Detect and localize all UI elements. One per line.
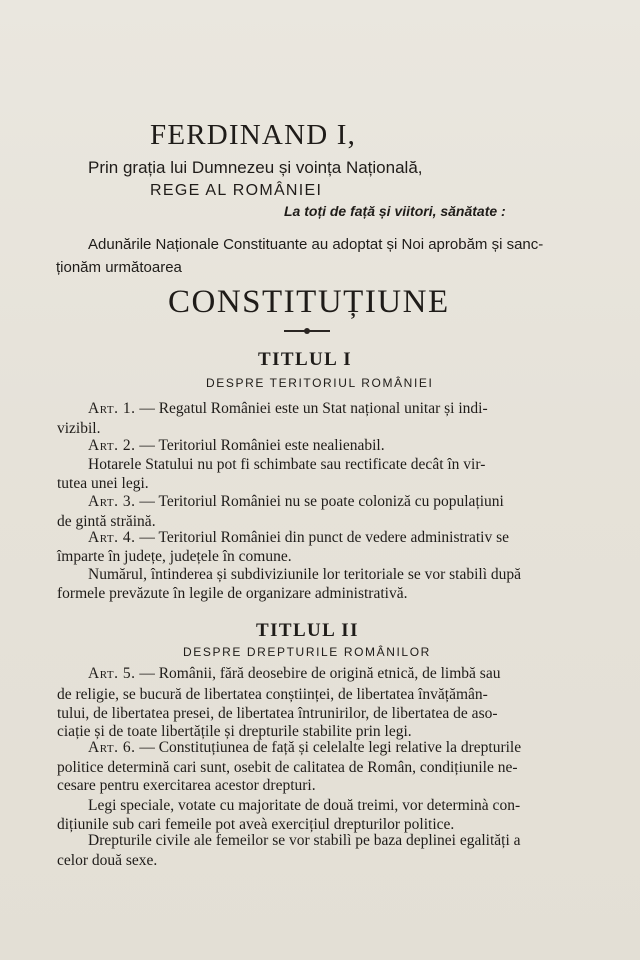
- text-line: [57, 852, 157, 870]
- text-line: [57, 777, 316, 795]
- document-title: CONSTITUȚIUNE: [168, 284, 450, 320]
- text-line: [88, 739, 521, 757]
- article-text: vizibil.: [57, 420, 101, 437]
- article-number: Art. 2.: [88, 437, 136, 454]
- text-line: [88, 797, 520, 815]
- text-line: [57, 759, 518, 777]
- text-line: [57, 548, 292, 566]
- article-text: tutea unei legi.: [57, 475, 149, 492]
- article-text: ciație și de toate libertățile și drepturile stabilite prin legi.: [57, 723, 412, 740]
- king-name: FERDINAND I,: [150, 119, 357, 151]
- text-line: [88, 400, 488, 418]
- article-text: politice determină cari sunt, osebit de calitatea de Român, condițiunile ne-: [57, 759, 518, 776]
- text-line: [57, 475, 149, 493]
- title-2-heading: TITLUL II: [256, 620, 359, 641]
- text-line: [57, 585, 407, 603]
- grace-line: Prin grația lui Dumnezeu și voința Națională,: [88, 158, 423, 177]
- text-line: [57, 420, 100, 438]
- greeting: La toți de față și viitori, sănătate :: [284, 203, 506, 219]
- text-line: [88, 437, 385, 455]
- text-line: [57, 705, 498, 723]
- ornament-divider: [284, 330, 330, 332]
- text-line: [57, 686, 488, 704]
- title-1-subheading: DESPRE TERITORIUL ROMÂNIEI: [206, 376, 434, 390]
- article-text: — Teritoriul României nu se poate coloniză cu populațiuni: [135, 493, 504, 510]
- preamble-line-2: ționăm următoarea: [56, 259, 182, 276]
- text-line: [88, 529, 509, 547]
- text-line: [88, 665, 500, 683]
- article-text: Hotarele Statului nu pot fi schimbate sau rectificate decât în vir-: [88, 456, 486, 473]
- article-text: cesare pentru exercitarea acestor drepturi.: [57, 777, 316, 794]
- article-text: de religie, se bucură de libertatea conștiinței, de libertatea învățămân-: [57, 686, 488, 703]
- article-number: Art. 3.: [88, 493, 136, 510]
- article-number: Art. 6.: [88, 739, 136, 756]
- article-text: dițiunile sub cari femeile pot aveà exercițiul drepturilor politice.: [57, 816, 455, 833]
- article-number: Art. 1.: [88, 400, 136, 417]
- article-number: Art. 4.: [88, 529, 136, 546]
- article-text: — Constituțiunea de față și celelalte legi relative la drepturile: [135, 739, 522, 756]
- title-1-heading: TITLUL I: [258, 349, 353, 370]
- article-text: — Regatul României este un Stat național unitar și indi-: [135, 400, 488, 417]
- article-text: formele prevăzute în legile de organizare administrativă.: [57, 585, 408, 602]
- text-line: [88, 493, 504, 511]
- article-text: celor două sexe.: [57, 852, 158, 869]
- article-text: împarte în județe, județele în comune.: [57, 548, 292, 565]
- article-text: tului, de libertatea presei, de libertatea întrunirilor, de libertatea de aso-: [57, 705, 498, 722]
- text-line: [88, 566, 521, 584]
- article-text: Legi speciale, votate cu majoritate de două treimi, vor determinà con-: [88, 797, 521, 814]
- article-number: Art. 5.: [88, 665, 136, 682]
- title-2-subheading: DESPRE DREPTURILE ROMÂNILOR: [183, 645, 431, 659]
- article-text: — Teritoriul României este nealienabil.: [135, 437, 385, 454]
- article-text: de gintă străină.: [57, 513, 156, 530]
- preamble-line-1: Adunările Naționale Constituante au adoptat și Noi aprobăm și sanc-: [88, 236, 544, 253]
- article-text: — Românii, fără deosebire de origină etnică, de limbă sau: [135, 665, 501, 682]
- article-text: Drepturile civile ale femeilor se vor stabilì pe baza deplinei egalități a: [88, 832, 521, 849]
- text-line: [88, 456, 485, 474]
- article-text: Numărul, întinderea și subdiviziunile lor teritoriale se vor stabilì după: [88, 566, 522, 583]
- king-title: REGE AL ROMÂNIEI: [150, 182, 323, 199]
- text-line: [88, 832, 521, 850]
- article-text: — Teritoriul României din punct de vedere administrativ se: [135, 529, 510, 546]
